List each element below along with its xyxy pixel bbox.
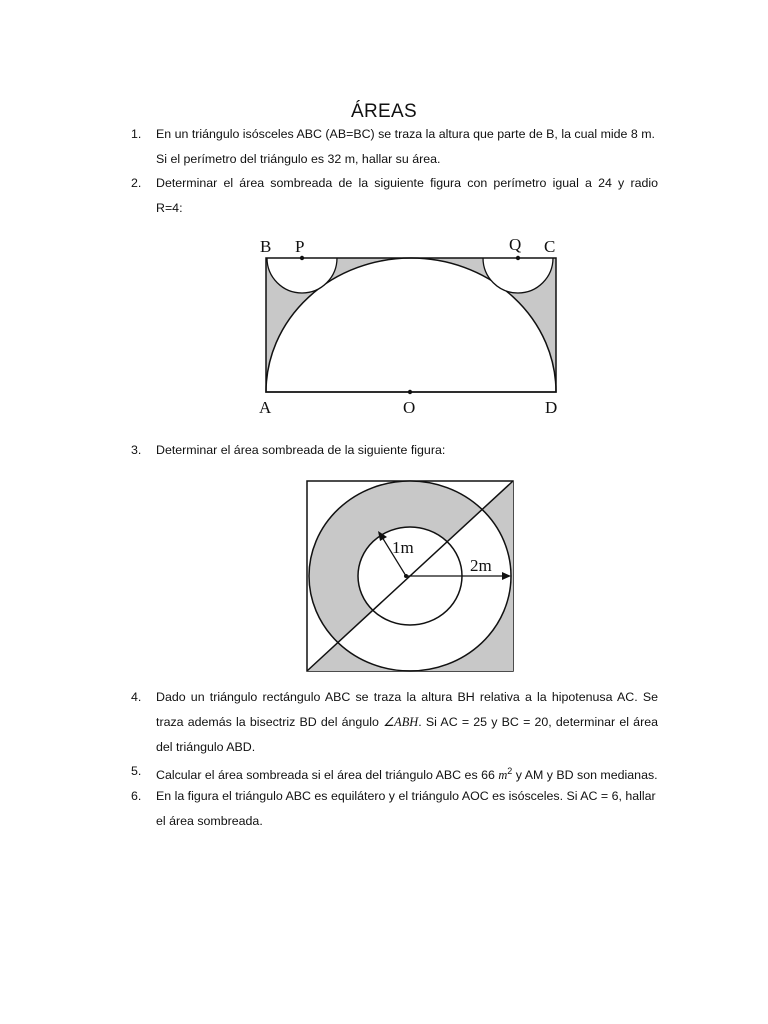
problem-number: 3. [131,443,142,457]
angle-notation: ∠ABH [383,715,419,729]
figure-semicircle-rectangle [250,230,570,420]
problem-line: Determinar el área sombreada de la siguiente figura con perímetro igual a 24 y radio [156,176,658,190]
point-O [408,390,412,394]
problem-text [156,685,658,760]
problem-text-fragment: . Si AC = 25 y BC = 20, determinar el área [418,715,658,729]
page-title: ÁREAS [351,101,417,122]
problem-line: Determinar el área sombreada de la siguiente figura: [156,443,446,457]
problem-text [156,438,658,463]
problem-text-fragment: Calcular el área sombreada si el área del triángulo ABC es 66 [156,768,495,783]
problem-line [156,710,658,735]
problem-line: En un triángulo isósceles ABC (AB=BC) se traza la altura que parte de B, la cual mide 8 m. [156,127,655,141]
problem-line: Si el perímetro del triángulo es 32 m, hallar su área. [156,152,441,166]
problem-text [156,784,658,834]
problem-number: 5. [131,764,142,778]
center-point [404,574,408,578]
problem-line: R=4: [156,201,183,215]
problem-3 [131,438,658,463]
inner-radius-label: 1m [392,538,414,557]
problem-number: 1. [131,127,142,141]
problem-4 [131,685,658,760]
unit-notation: m [498,768,508,783]
figure-annulus-square [300,475,522,677]
label-C: C [544,237,556,256]
point-P [300,256,304,260]
label-D: D [545,398,558,417]
problem-text [156,171,658,221]
problem-2 [131,171,658,221]
problem-line: el área sombreada. [156,814,263,828]
label-Q: Q [509,235,522,254]
problem-number: 6. [131,789,142,803]
problem-number: 2. [131,176,142,190]
problem-1 [131,122,658,172]
label-P: P [295,237,305,256]
problem-6 [131,784,658,834]
label-O: O [403,398,416,417]
point-Q [516,256,520,260]
problem-5 [131,759,658,784]
problem-number: 4. [131,690,142,704]
label-A: A [259,398,272,417]
problem-line: del triángulo ABD. [156,740,256,754]
problem-text [156,122,658,172]
problem-line: Dado un triángulo rectángulo ABC se traza la altura BH relativa a la hipotenusa AC. Se [156,690,658,704]
problem-text-fragment: traza además la bisectriz BD del ángulo [156,715,384,729]
outer-radius-label: 2m [470,556,492,575]
problem-text-fragment: y AM y BD son medianas. [512,768,658,783]
problem-line: En la figura el triángulo ABC es equilátero y el triángulo AOC es isósceles. Si AC = 6, hallar [156,789,656,803]
unit-exponent: 2 [507,766,513,776]
label-B: B [260,237,272,256]
